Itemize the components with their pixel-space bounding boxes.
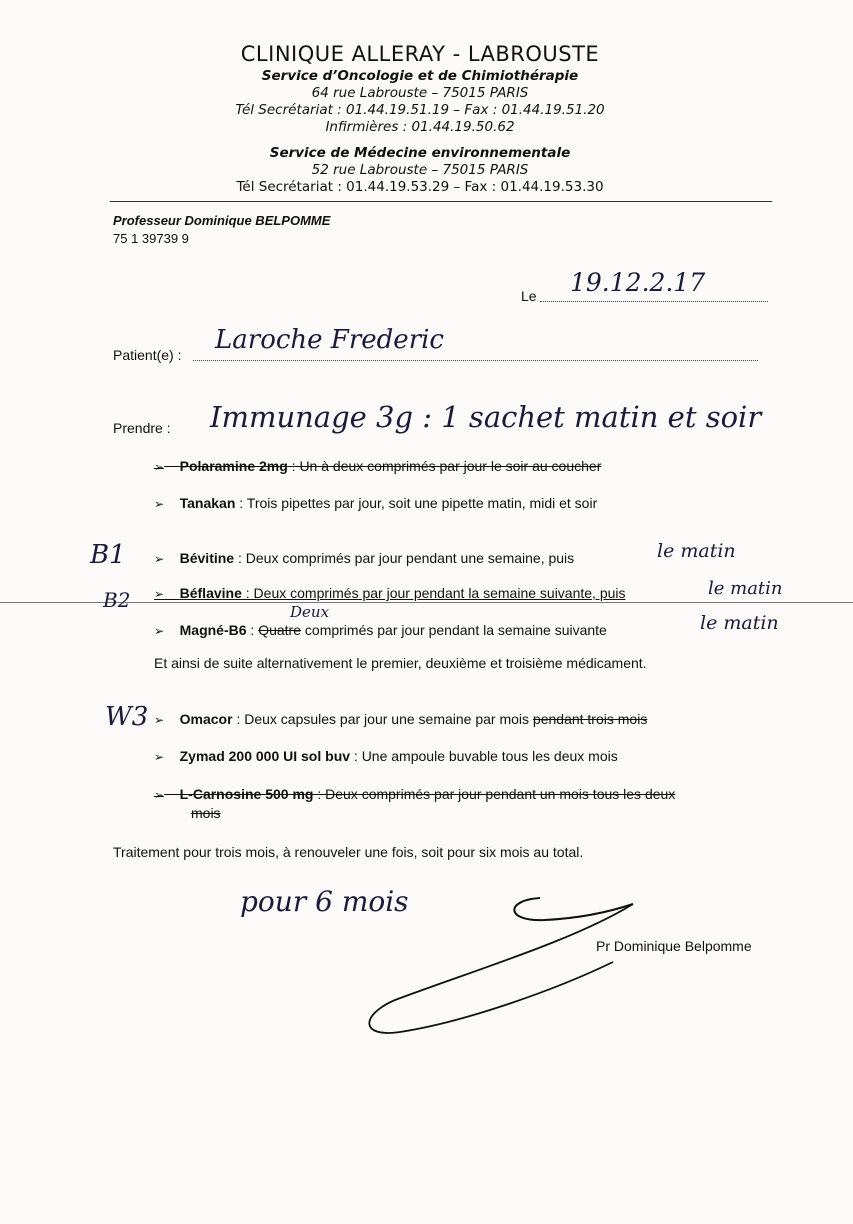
drug-text: : Une ampoule buvable tous les deux mois: [350, 748, 618, 764]
date-label: Le: [521, 288, 537, 304]
drug-name: Bévitine: [179, 550, 235, 566]
list-item-tanakan: [154, 495, 597, 511]
address-2: 52 rue Labrouste – 75015 PARIS: [311, 162, 529, 178]
list-item-beflavine: [154, 585, 626, 601]
drug-name: Omacor: [179, 711, 233, 727]
handwritten-duration: pour 6 mois: [240, 885, 409, 918]
service-oncology: Service d’Oncologie et de Chimiothérapie: [261, 68, 579, 84]
margin-note-w3: W3: [105, 702, 149, 732]
bullet-icon: ➢: [154, 587, 165, 601]
struck-text: Quatre: [258, 622, 302, 638]
bullet-icon: ➢: [154, 552, 165, 566]
patient-label: Patient(e) :: [113, 347, 182, 363]
list-item-bevitine: [154, 550, 574, 566]
nurses-phone: Infirmières : 01.44.19.50.62: [325, 119, 515, 135]
service-environmental: Service de Médecine environnementale: [269, 145, 571, 161]
bullet-icon: ➢: [154, 460, 165, 474]
bullet-icon: ➢: [154, 497, 165, 511]
drug-text: comprimés par jour pendant la semaine suivante: [301, 622, 607, 638]
clinic-name: CLINIQUE ALLERAY - LABROUSTE: [240, 42, 600, 66]
doctor-name: Professeur Dominique BELPOMME: [113, 213, 331, 228]
drug-name: Magné-B6: [179, 622, 247, 638]
margin-note-b2: B2: [103, 588, 131, 612]
alternation-note: Et ainsi de suite alternativement le premier, deuxième et troisième médicament.: [154, 655, 647, 671]
margin-note-b1: B1: [90, 540, 126, 570]
note-beflavine: le matin: [708, 578, 783, 599]
signature-drawing: [355, 880, 655, 1050]
bullet-icon: ➢: [154, 788, 165, 802]
drug-text: : Un à deux comprimés par jour le soir au coucher: [287, 458, 602, 474]
date-value: 19.12.2.17: [570, 268, 706, 297]
drug-name: Tanakan: [179, 495, 236, 511]
doctor-number: 75 1 39739 9: [113, 231, 189, 246]
drug-name: Polaramine 2mg: [179, 458, 288, 474]
correction-deux: Deux: [290, 603, 330, 621]
header-rule: [110, 201, 772, 202]
bullet-icon: ➢: [154, 713, 165, 727]
list-item-zymad: [154, 748, 618, 764]
drug-name: Béflavine: [179, 585, 242, 601]
prendre-label: Prendre :: [113, 420, 171, 436]
date-dotted-line: [540, 301, 768, 302]
list-item-carnosine: [154, 786, 675, 802]
address-1: 64 rue Labrouste – 75015 PARIS: [311, 85, 529, 101]
list-item-polaramine: [154, 458, 601, 474]
drug-text: : Deux comprimés par jour pendant un mois tous les deux: [313, 786, 676, 802]
carnosine-continuation: mois: [191, 805, 221, 821]
drug-name: L-Carnosine 500 mg: [179, 786, 314, 802]
note-magne: le matin: [700, 612, 779, 634]
phone-1: Tél Secrétariat : 01.44.19.51.19 – Fax : 01.44.19.51.20: [235, 102, 605, 118]
bullet-icon: ➢: [154, 624, 165, 638]
list-item-omacor: [154, 711, 647, 727]
treatment-note: Traitement pour trois mois, à renouveler une fois, soit pour six mois au total.: [113, 844, 584, 860]
phone-2: Tél Secrétariat : 01.44.19.53.29 – Fax : 01.44.19.53.30: [236, 179, 604, 195]
drug-text: : Deux comprimés par jour pendant la semaine suivante, puis: [241, 585, 626, 601]
signature-name: Pr Dominique Belpomme: [596, 938, 752, 954]
note-bevitine: le matin: [657, 540, 736, 562]
drug-text: : Deux comprimés par jour pendant une semaine, puis: [234, 550, 575, 566]
bullet-icon: ➢: [154, 750, 165, 764]
drug-name: Zymad 200 000 UI sol buv: [179, 748, 351, 764]
patient-name: Laroche Frederic: [215, 325, 444, 355]
patient-dotted-line: [193, 360, 758, 361]
struck-text: pendant trois mois: [532, 711, 648, 727]
drug-text: : Trois pipettes par jour, soit une pipette matin, midi et soir: [235, 495, 598, 511]
list-item-magne-b6: ➢ Magné-B6 : Quatre comprimés par jour pendant la semaine suivante: [154, 622, 607, 638]
prendre-handwritten: Immunage 3g : 1 sachet matin et soir: [210, 400, 762, 434]
drug-text: : Deux capsules par jour une semaine par mois: [232, 711, 530, 727]
